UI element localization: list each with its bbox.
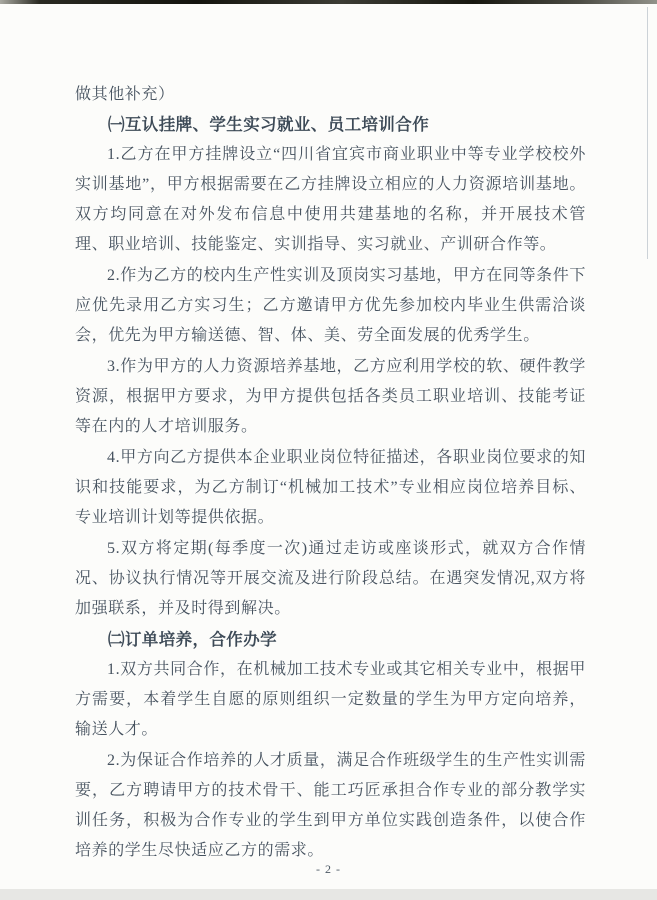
document-body — [75, 80, 586, 867]
section-1-paragraph-4: 4.甲方向乙方提供本企业职业岗位特征描述，各职业岗位要求的知识和技能要求，为乙方制订“机械加工技术”专业相应岗位培养目标、专业培训计划等提供依据。 — [75, 449, 586, 526]
section-1-paragraph-1: 1.乙方在甲方挂牌设立“四川省宜宾市商业职业中等专业学校校外实训基地”，甲方根据需要在乙方挂牌设立相应的人力资源培训基地。双方均同意在对外发布信息中使用共建基地的名称，并开展技术管理、职业培训、技能鉴定、实训指导、实习就业、产训研合作等。 — [75, 146, 586, 253]
section-1-paragraph-5: 5.双方将定期(每季度一次)通过走访或座谈形式，就双方合作情况、协议执行情况等开展交流及进行阶段总结。在遇突发情况,双方将加强联系，并及时得到解决。 — [75, 540, 586, 617]
section-1-paragraph-3: 3.作为甲方的人力资源培养基地，乙方应利用学校的软、硬件教学资源，根据甲方要求，为甲方提供包括各类员工职业培训、技能考证等在内的人才培训服务。 — [75, 358, 586, 435]
section-2-heading: ㈡订单培养，合作办学 — [108, 631, 277, 649]
page-number: - 2 - — [316, 862, 341, 876]
section-2-paragraph-1: 1.双方共同合作，在机械加工技术专业或其它相关专业中，根据甲方需要，本着学生自愿的原则组织一定数量的学生为甲方定向培养，输送人才。 — [75, 661, 586, 738]
scan-bottom-edge-artifact — [0, 889, 657, 900]
section-2-paragraph-2: 2.为保证合作培养的人才质量，满足合作班级学生的生产性实训需要，乙方聘请甲方的技术骨干、能工巧匠承担合作专业的部分教学实训任务，积极为合作专业的学生到甲方单位实践创造条件，以使合作培养的学生尽快适应乙方的需求。 — [75, 752, 586, 859]
section-1-paragraph-2: 2.作为乙方的校内生产性实训及顶岗实习基地，甲方在同等条件下应优先录用乙方实习生；乙方邀请甲方优先参加校内毕业生供需洽谈会，优先为甲方输送德、智、体、美、劳全面发展的优秀学生。 — [75, 267, 586, 344]
scan-top-edge-artifact — [0, 0, 657, 4]
section-1-heading: ㈠互认挂牌、学生实习就业、员工培训合作 — [108, 116, 430, 134]
continuation-line: 做其他补充） — [75, 86, 175, 103]
scan-right-edge-artifact — [647, 7, 648, 259]
